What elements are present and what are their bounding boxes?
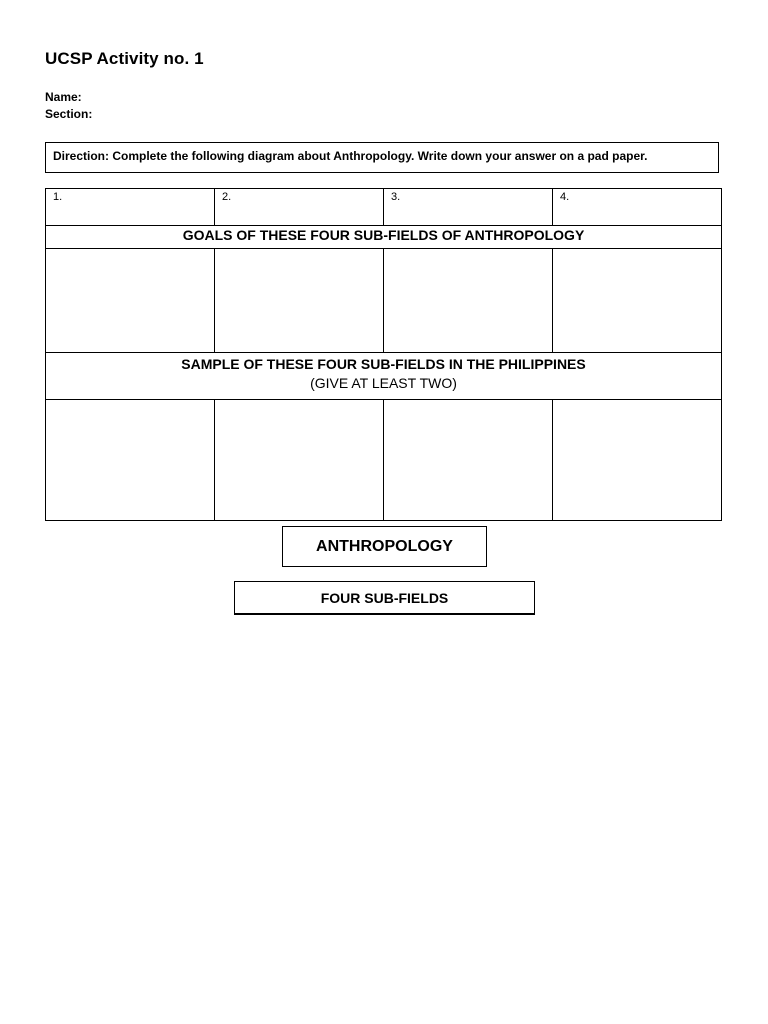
number-row xyxy=(46,189,722,226)
section-label: Section: xyxy=(45,107,93,121)
anthropology-box: ANTHROPOLOGY xyxy=(282,526,487,567)
sample-header-subtitle: (GIVE AT LEAST TWO) xyxy=(310,375,457,391)
sample-answer-cell-2 xyxy=(215,400,384,521)
sample-answer-cell-3 xyxy=(384,400,553,521)
sample-header-row xyxy=(46,353,722,400)
page-title: UCSP Activity no. 1 xyxy=(45,49,204,68)
goals-answer-cell-1 xyxy=(46,249,215,353)
sample-answer-cell-4 xyxy=(553,400,722,521)
sample-answer-row xyxy=(46,400,722,521)
goals-answer-row xyxy=(46,249,722,353)
name-label: Name: xyxy=(45,90,82,104)
sample-header-title: SAMPLE OF THESE FOUR SUB-FIELDS IN THE PHILIPPINES xyxy=(181,356,586,372)
goals-header: GOALS OF THESE FOUR SUB-FIELDS OF ANTHROPOLOGY xyxy=(46,226,722,249)
number-cell-4: 4. xyxy=(553,189,722,226)
number-cell-1: 1. xyxy=(46,189,215,226)
number-cell-2: 2. xyxy=(215,189,384,226)
number-cell-3: 3. xyxy=(384,189,553,226)
activity-table xyxy=(45,188,722,521)
sample-answer-cell-1 xyxy=(46,400,215,521)
sample-header xyxy=(46,353,722,400)
direction-box: Direction: Complete the following diagram about Anthropology. Write down your answer on a pad paper. xyxy=(45,142,719,173)
goals-answer-cell-2 xyxy=(215,249,384,353)
goals-answer-cell-4 xyxy=(553,249,722,353)
four-subfields-box: FOUR SUB-FIELDS xyxy=(234,581,535,615)
goals-header-row xyxy=(46,226,722,249)
goals-answer-cell-3 xyxy=(384,249,553,353)
